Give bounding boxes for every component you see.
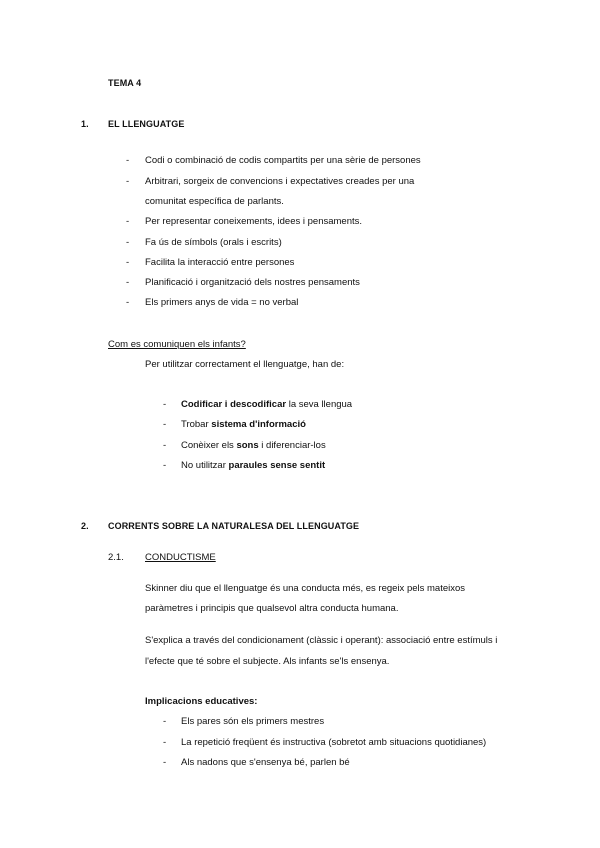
implication-item: La repetició freqüent és instructiva (sobretot amb situacions quotidianes) (181, 737, 487, 748)
bullet-dash: - (163, 737, 167, 748)
list-item: No utilitzar paraules sense sentit (181, 460, 326, 471)
bullet-dash: - (163, 399, 167, 410)
bullet-dash: - (126, 257, 130, 268)
bullet-text: Per representar coneixements, idees i pensaments. (145, 216, 363, 227)
section-1-heading: EL LLENGUATGE (108, 119, 185, 129)
bullet-text: Fa ús de símbols (orals i escrits) (145, 237, 282, 248)
list-item: Trobar sistema d'informació (181, 419, 306, 430)
section-2-number: 2. (81, 521, 89, 531)
paragraph-line: S'explica a través del condicionament (clàssic i operant): associació entre estímuls i (145, 635, 498, 646)
bullet-dash: - (126, 237, 130, 248)
bullet-text-continuation: comunitat específica de parlants. (145, 196, 284, 207)
bullet-text: Arbitrari, sorgeix de convencions i expectatives creades per una (145, 176, 415, 187)
bullet-text: Codi o combinació de codis compartits per una sèrie de persones (145, 155, 421, 166)
bullet-text: Planificació i organització dels nostres pensaments (145, 277, 360, 288)
implication-item: Als nadons que s'ensenya bé, parlen bé (181, 757, 350, 768)
paragraph-line: Skinner diu que el llenguatge és una conducta més, es regeix pels mateixos (145, 583, 466, 594)
implication-item: Els pares són els primers mestres (181, 716, 325, 727)
bullet-dash: - (126, 216, 130, 227)
implications-title: Implicacions educatives: (145, 696, 258, 707)
bullet-dash: - (126, 277, 130, 288)
page-title: TEMA 4 (108, 78, 142, 88)
bullet-dash: - (163, 460, 167, 471)
intro-text: Per utilitzar correctament el llenguatge, han de: (145, 359, 345, 370)
section-1-number: 1. (81, 119, 89, 129)
paragraph-line: paràmetres i principis que qualsevol altra conducta humana. (145, 603, 399, 614)
section-2-heading: CORRENTS SOBRE LA NATURALESA DEL LLENGUATGE (108, 521, 360, 531)
bullet-dash: - (163, 716, 167, 727)
bullet-dash: - (126, 176, 130, 187)
subsection-title: CONDUCTISME (145, 552, 216, 563)
bullet-dash: - (163, 419, 167, 430)
paragraph-line: l'efecte que té sobre el subjecte. Als infants se'ls ensenya. (145, 656, 390, 667)
bullet-dash: - (126, 297, 130, 308)
bullet-dash: - (163, 757, 167, 768)
subheading-communication: Com es comuniquen els infants? (108, 339, 246, 350)
bullet-text: Facilita la interacció entre persones (145, 257, 295, 268)
bullet-text: Els primers anys de vida = no verbal (145, 297, 299, 308)
list-item: Conèixer els sons i diferenciar-los (181, 440, 326, 451)
subsection-number: 2.1. (108, 552, 124, 563)
bullet-dash: - (163, 440, 167, 451)
bullet-dash: - (126, 155, 130, 166)
list-item: Codificar i descodificar la seva llengua (181, 399, 353, 410)
